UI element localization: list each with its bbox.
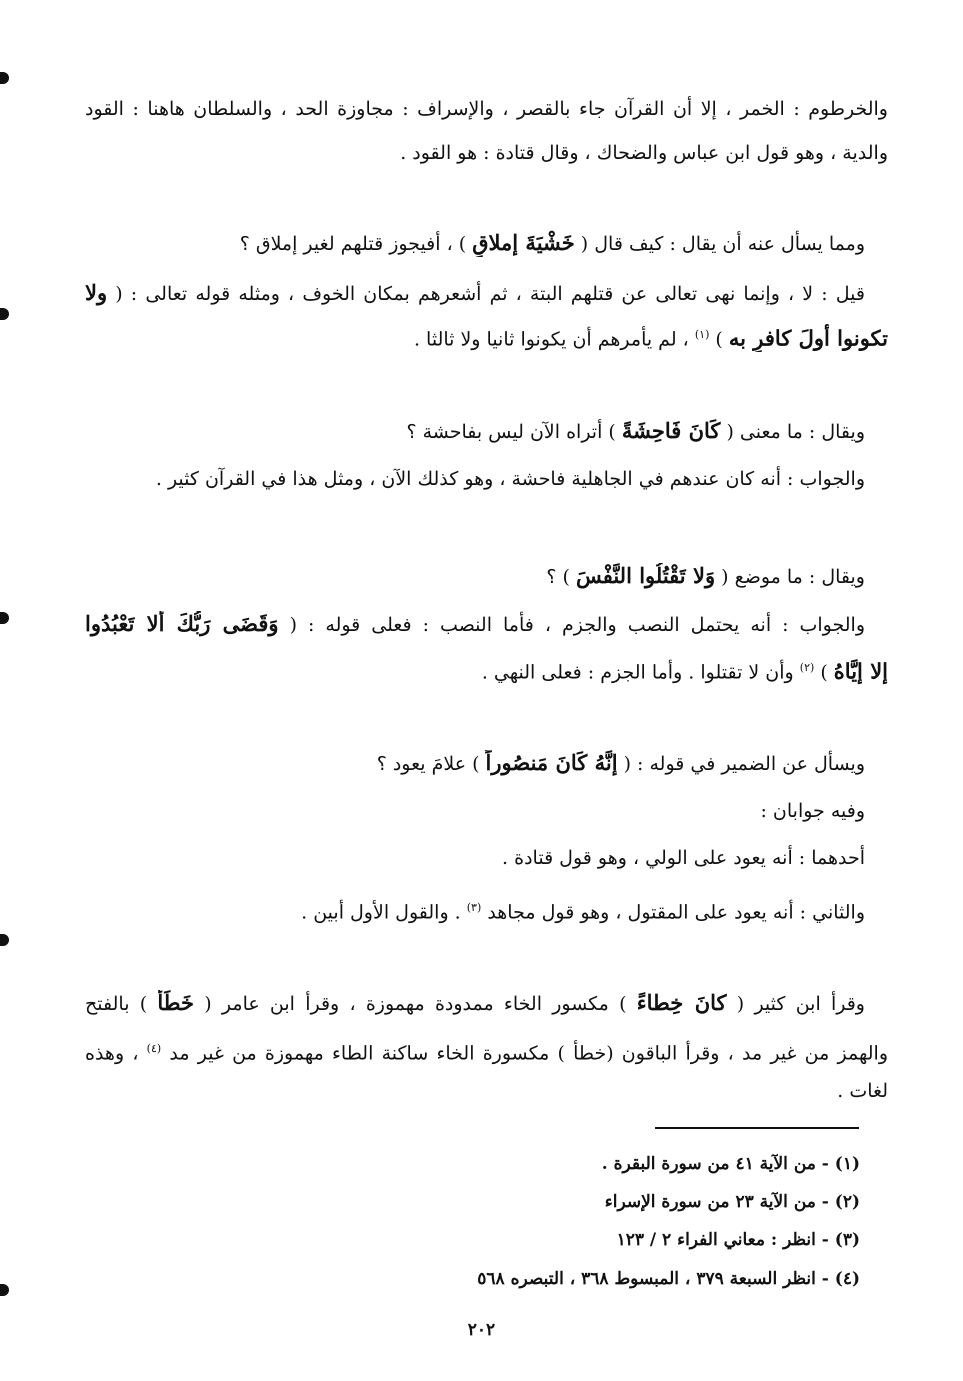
text-run: ، لم يأمرهم أن يكونوا ثانيا ولا ثالثا .: [413, 328, 689, 351]
paragraph-line: [85, 230, 865, 257]
paragraph-line: [85, 322, 888, 352]
quran-quote: كَانَ فَاحِشَةً: [621, 418, 721, 443]
page-number: ٢٠٢: [467, 1320, 496, 1340]
paragraph-line: [85, 611, 865, 638]
footnote: (٢) - من الآية ٢٣ من سورة الإسراء: [604, 1192, 860, 1212]
scan-mark: [0, 612, 9, 624]
footnote-ref: (٣): [466, 901, 482, 914]
quran-quote: إنَّهُ كَانَ مَنصُوراً: [485, 750, 618, 775]
text-run: ) ، أفيجوز قتلهم لغير إملاق ؟: [239, 233, 467, 255]
text-run: وقرأ ابن كثير (: [736, 993, 865, 1015]
text-run: ويقال : ما معنى (: [726, 421, 865, 443]
paragraph-line: وفيه جوابان :: [760, 800, 865, 822]
text-run: ) علامَ يعود ؟: [376, 753, 480, 775]
footnote-ref: (٢): [799, 661, 815, 674]
paragraph-line: لغات .: [837, 1080, 888, 1102]
text-run: ويسأل عن الضمير في قوله : (: [623, 753, 865, 775]
scan-mark: [0, 72, 9, 84]
scan-mark: [0, 934, 9, 946]
paragraph-line: أحدهما : أنه يعود على الولي ، وهو قول قتادة .: [502, 847, 865, 869]
quran-reading: خَطَأً: [157, 990, 194, 1015]
quran-quote: ولا: [85, 280, 108, 305]
text-run: ) مكسور الخاء ممدودة مهموزة ، وقرأ ابن عامر (: [204, 993, 627, 1015]
paragraph-line: والدية ، وهو قول ابن عباس والضحاك ، وقال قتادة : هو القود .: [400, 142, 888, 164]
footnote: (٤) - انظر السبعة ٣٧٩ ، المبسوط ٣٦٨ ، التبصره ٥٦٨: [477, 1269, 860, 1289]
text-run: ) أتراه الآن ليس بفاحشة ؟: [406, 421, 616, 443]
paragraph-line: [85, 990, 865, 1017]
footnote: (٣) - انظر : معاني الفراء ٢ / ١٢٣: [616, 1230, 860, 1250]
paragraph-line: [85, 895, 865, 925]
text-run: ، وهذه: [85, 1042, 139, 1065]
text-run: والثاني : أنه يعود على المقتول ، وهو قول مجاهد: [487, 901, 865, 924]
footnote-ref: (٤): [146, 1042, 162, 1055]
text-run: ) ؟: [546, 566, 570, 588]
text-run: وأن لا تقتلوا . وأما الجزم : فعلى النهي .: [481, 661, 794, 684]
text-run: ومما يسأل عنه أن يقال : كيف قال (: [580, 233, 865, 255]
footnote-separator: [655, 1127, 859, 1129]
quran-quote: تكونوا أولَ كافرٍ به: [728, 325, 888, 351]
paragraph-line: والجواب : أنه كان عندهم في الجاهلية فاحشة ، وهو كذلك الآن ، ومثل هذا في القرآن كثير .: [155, 468, 865, 490]
paragraph-line: [85, 655, 888, 685]
text-run: ): [715, 328, 723, 351]
scan-mark: [0, 1284, 9, 1296]
quran-quote: وَلا تَقْتُلُوا النَّفْسَ: [575, 563, 716, 588]
text-run: والهمز من غير مد ، وقرأ الباقون (خطأ ) مكسورة الخاء ساكنة الطاء مهموزة من غير مد: [169, 1042, 888, 1065]
quran-reading: كانَ خِطاءً: [636, 990, 727, 1015]
footnote: (١) - من الآية ٤١ من سورة البقرة .: [601, 1154, 860, 1174]
quran-quote: وَقَضَى رَبُّكَ أَلا تَعْبُدُوا: [85, 611, 279, 636]
scan-mark: [0, 308, 9, 320]
paragraph-line: [85, 280, 865, 307]
quran-quote: خَشْيَةَ إملاقٍ: [472, 230, 575, 255]
paragraph-line: [85, 1036, 888, 1066]
text-run: قيل : لا ، وإنما نهى تعالى عن قتلهم البتة ، ثم أشعرهم بمكان الخوف ، ومثله قوله تعالى : (: [115, 283, 865, 305]
quran-quote: إلا إيَّاهُ: [833, 658, 888, 684]
text-run: . والقول الأول أبين .: [301, 901, 461, 924]
text-run: ويقال : ما موضع (: [721, 566, 865, 588]
text-run: ): [820, 661, 828, 684]
footnote-ref: (١): [694, 328, 710, 341]
paragraph-line: [85, 750, 865, 777]
paragraph-line: [85, 563, 865, 590]
text-run: والجواب : أنه يحتمل النصب والجزم ، فأما النصب : فعلى قوله : (: [289, 614, 865, 636]
paragraph-line: والخرطوم : الخمر ، إلا أن القرآن جاء بالقصر ، والإسراف : مجاوزة الحد ، والسلطان هاهنا : القود: [85, 98, 888, 120]
paragraph-line: [85, 418, 865, 445]
text-run: ) بالفتح: [85, 993, 148, 1015]
